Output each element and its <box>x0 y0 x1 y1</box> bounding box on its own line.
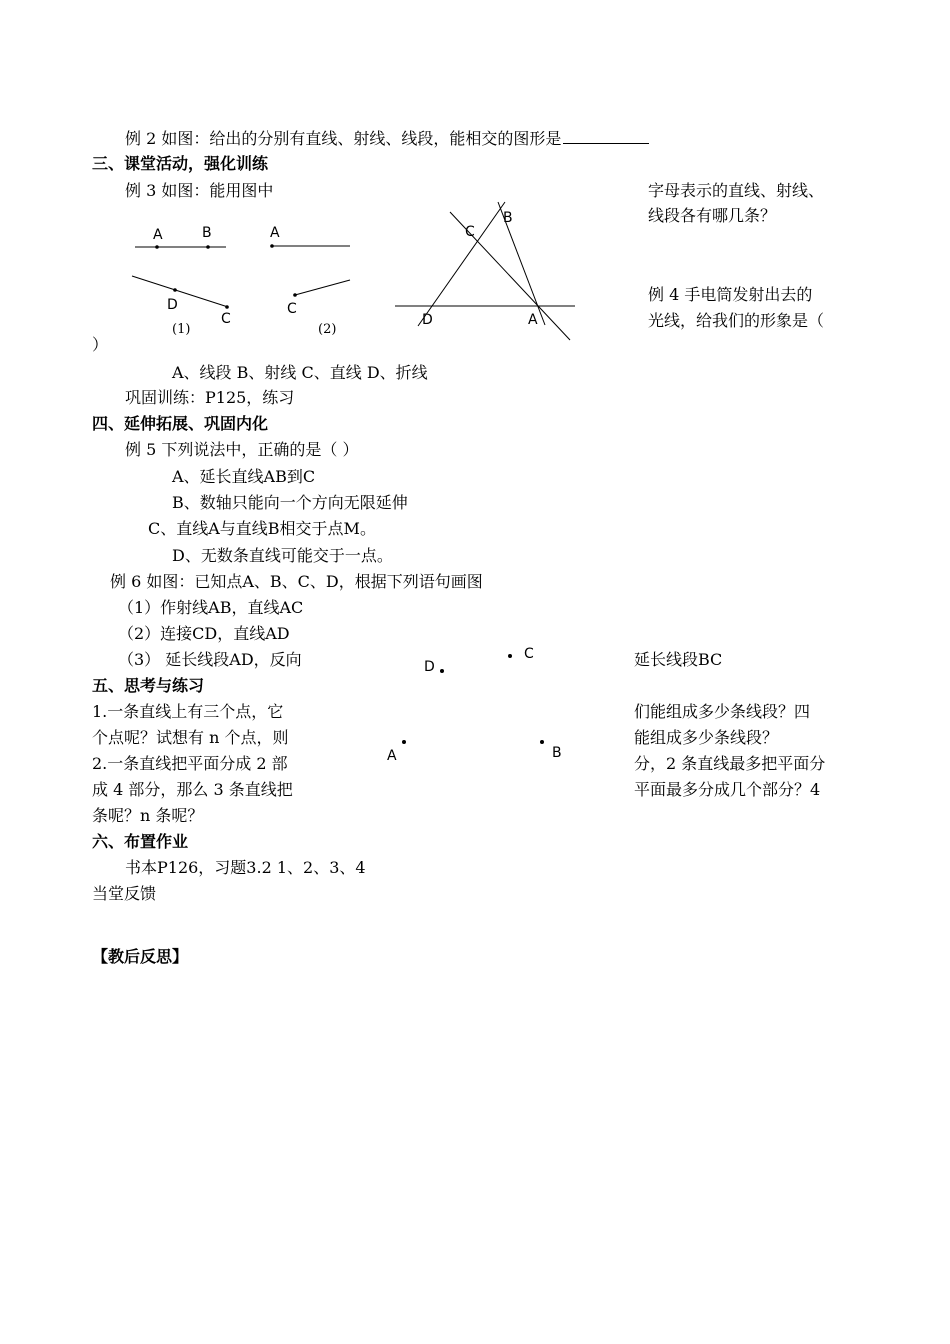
point-a-1 <box>155 245 159 249</box>
example-4-close-paren: ） <box>92 335 109 354</box>
point-c-1 <box>225 305 229 309</box>
label-a-2: A <box>270 225 280 241</box>
point-a-4 <box>402 740 406 744</box>
section-6-title: 六、布置作业 <box>92 832 189 851</box>
caption-2: (2) <box>318 322 337 337</box>
point-d-1 <box>173 288 177 292</box>
point-b-1 <box>206 245 210 249</box>
reflection-title: 【教后反思】 <box>92 947 189 966</box>
section-4-title: 四、延伸拓展、巩固内化 <box>92 414 269 433</box>
label-b-4: B <box>552 745 562 761</box>
example-4-text-1: 例 4 手电筒发射出去的 <box>648 285 813 304</box>
example-6-step-2: （2）连接CD，直线AD <box>118 624 290 643</box>
label-d-3: D <box>422 312 433 328</box>
example-3-text-right-2: 线段各有哪几条？ <box>648 206 777 225</box>
example-2-line <box>125 128 649 150</box>
example-5-text: 例 5 下列说法中，正确的是（ ） <box>125 440 359 459</box>
example-3-text: 例 3 如图：能用图中 <box>125 181 274 200</box>
example-4-options: A、线段 B、射线 C、直线 D、折线 <box>172 363 428 382</box>
point-c-4 <box>508 654 512 658</box>
example-5-option-c: C、直线A与直线B相交于点M。 <box>148 519 376 538</box>
question-line-4-right: 平面最多分成几个部分？4 <box>634 780 821 799</box>
figure-triangle <box>390 200 590 345</box>
answer-blank <box>563 129 649 144</box>
example-6-step-3-right: 延长线段BC <box>634 650 723 669</box>
example-2-text: 例 2 如图：给出的分别有直线、射线、线段，能相交的图形是 <box>125 129 562 148</box>
caption-1: (1) <box>172 322 191 337</box>
label-b-3: B <box>503 210 513 226</box>
label-d-1: D <box>167 297 178 313</box>
question-line-3: 2.一条直线把平面分成 2 部 <box>92 754 288 773</box>
section-3-title: 三、课堂活动，强化训练 <box>92 154 269 173</box>
example-3-text-right-1: 字母表示的直线、射线、 <box>648 181 825 200</box>
question-line-2: 个点呢？试想有 n 个点，则 <box>92 728 289 747</box>
label-c-1: C <box>221 311 231 327</box>
question-line-4: 成 4 部分，那么 3 条直线把 <box>92 780 293 799</box>
ray-c <box>295 280 350 295</box>
example-5-option-a: A、延长直线AB到C <box>172 467 316 486</box>
segment-dc <box>132 276 228 307</box>
question-line-5: 条呢？n 条呢？ <box>92 806 204 825</box>
homework-text: 书本P126，习题3.2 1、2、3、4 <box>125 858 366 877</box>
point-b-4 <box>540 740 544 744</box>
question-line-3-right: 分，2 条直线最多把平面分 <box>634 754 826 773</box>
example-6-step-1: （1）作射线AB，直线AC <box>118 598 304 617</box>
label-d-4: D <box>424 659 435 675</box>
label-c-3: C <box>465 224 475 240</box>
example-4-text-2: 光线，给我们的形象是（ <box>648 311 825 330</box>
label-c-4: C <box>524 646 534 662</box>
example-6-text: 例 6 如图：已知点A、B、C、D，根据下列语句画图 <box>110 572 483 591</box>
example-6-step-3: （3） 延长线段AD，反向 <box>118 650 302 669</box>
label-a-1: A <box>153 227 163 243</box>
label-a-3: A <box>528 312 538 328</box>
question-line-2-right: 能组成多少条线段？ <box>634 728 779 747</box>
label-b-1: B <box>202 225 212 241</box>
example-5-option-d: D、无数条直线可能交于一点。 <box>172 546 393 565</box>
figure-four-points <box>380 640 580 770</box>
question-line-1-right: 们能组成多少条线段？四 <box>634 702 811 721</box>
point-c-2 <box>293 293 297 297</box>
label-c-2: C <box>287 301 297 317</box>
line-dc <box>418 202 505 326</box>
question-line-1: 1.一条直线上有三个点，它 <box>92 702 284 721</box>
example-5-option-b: B、数轴只能向一个方向无限延伸 <box>172 493 408 512</box>
figure-lines-rays <box>120 220 360 340</box>
point-d-4 <box>440 669 444 673</box>
label-a-4: A <box>387 748 397 764</box>
section-5-title: 五、思考与练习 <box>92 676 205 695</box>
feedback-text: 当堂反馈 <box>92 884 157 903</box>
point-a-2 <box>270 244 274 248</box>
practice-text: 巩固训练：P125，练习 <box>125 388 295 407</box>
